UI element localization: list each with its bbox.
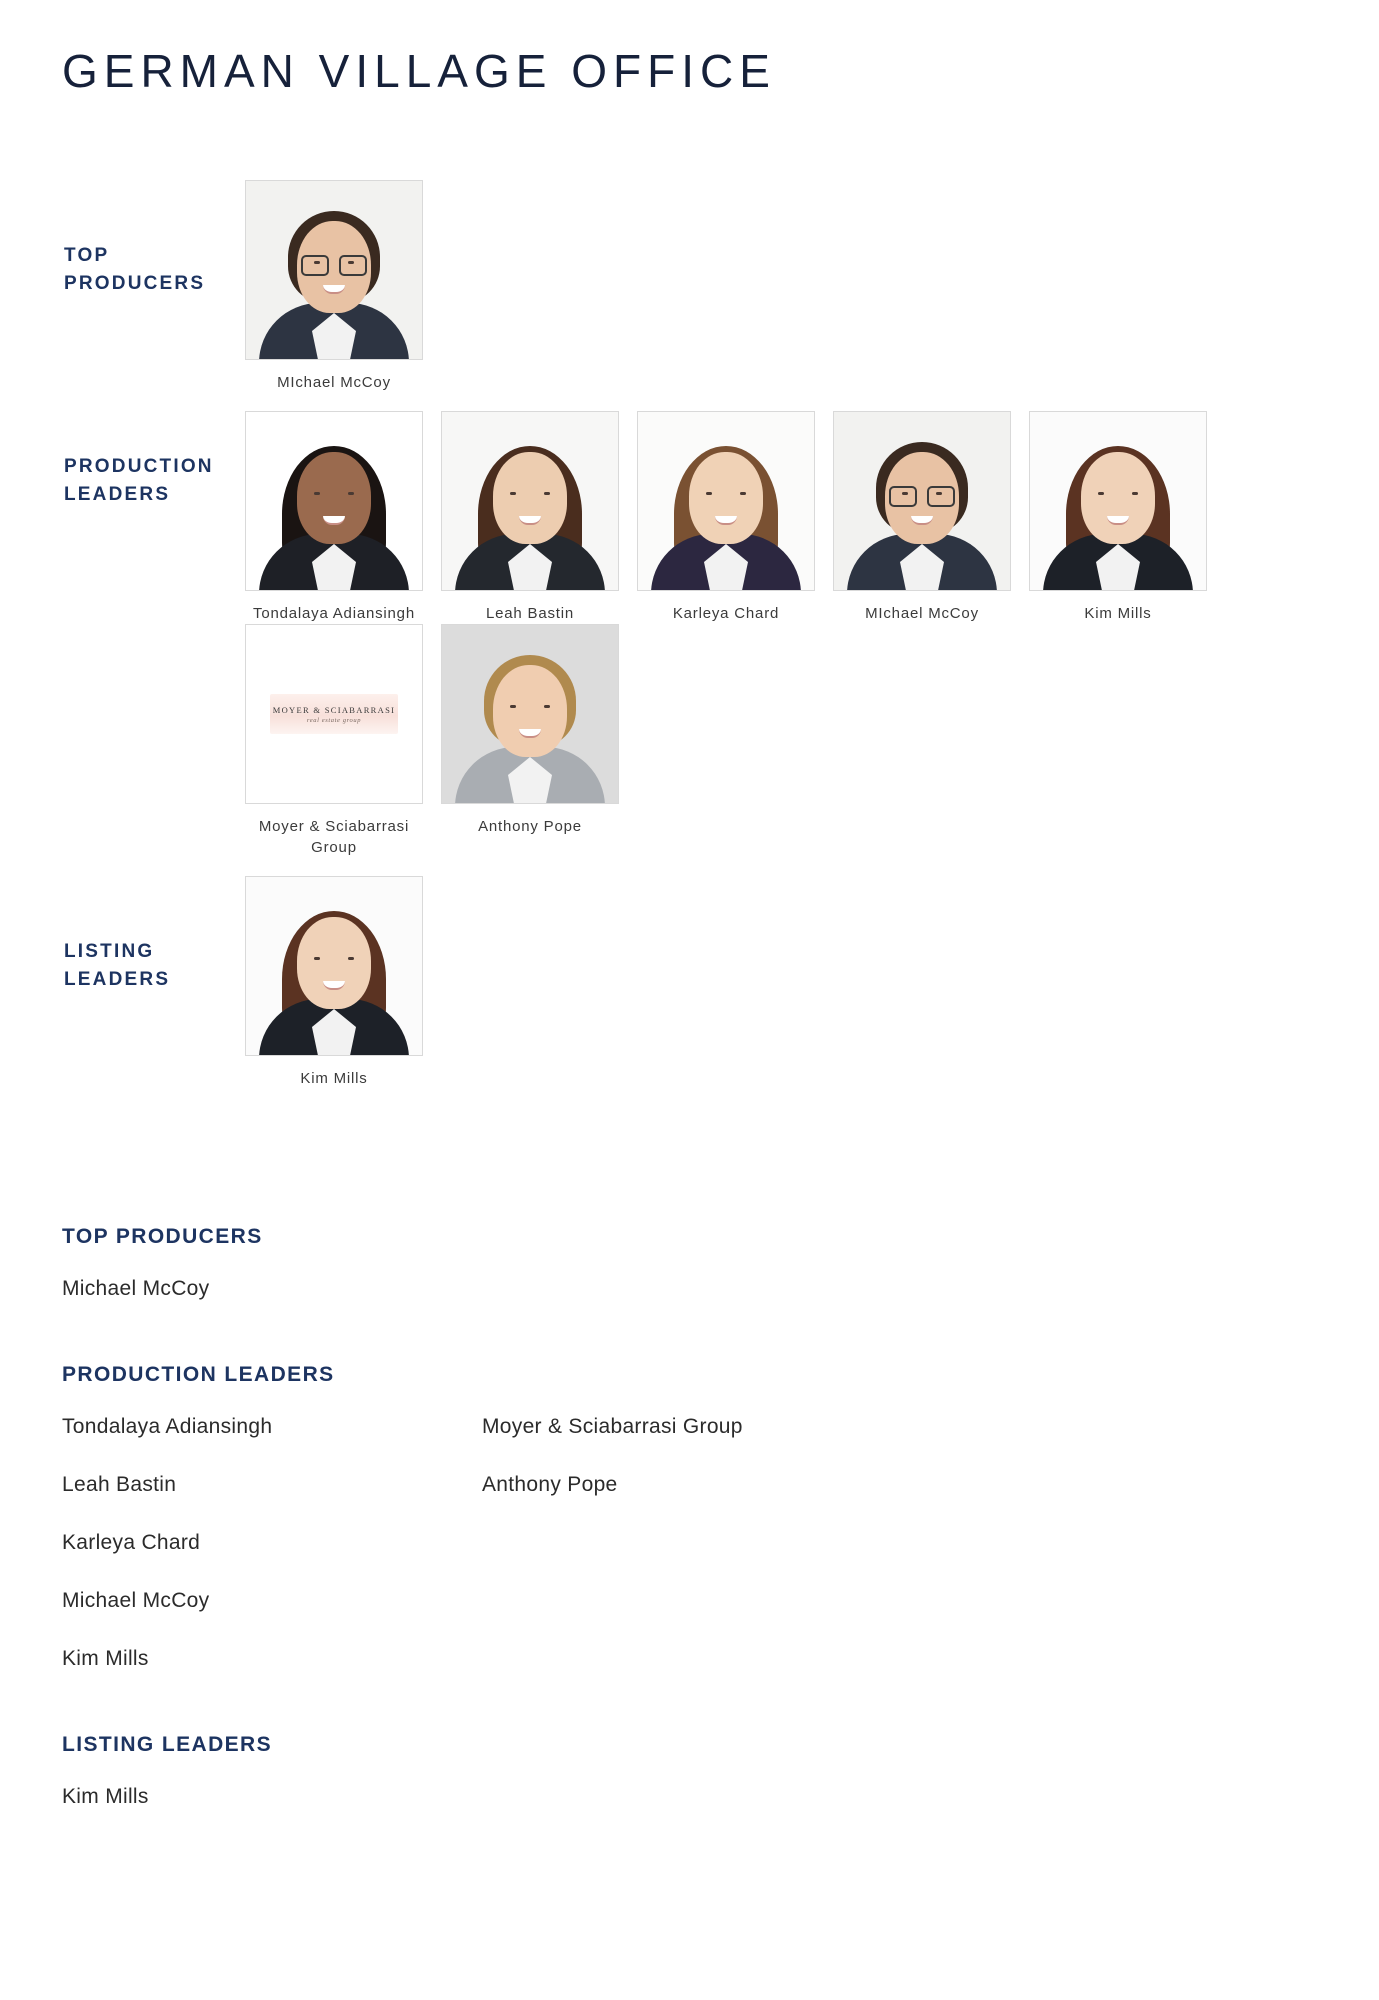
agent-card-caption: Leah Bastin (485, 605, 575, 622)
agent-photo (245, 411, 423, 591)
agent-card[interactable] (245, 411, 423, 624)
listing-name: Leah Bastin (62, 1473, 177, 1496)
board-row-label: PRODUCTION LEADERS (64, 456, 214, 505)
agent-photo (833, 411, 1011, 591)
listing-name-column (482, 1413, 902, 1703)
board-row (0, 876, 1379, 1089)
listing-name: Kim Mills (62, 1785, 149, 1808)
agent-photo (245, 180, 423, 360)
listing-section (62, 1225, 1162, 1333)
board-row-label: LISTING LEADERS (64, 941, 171, 990)
agent-card[interactable] (245, 180, 423, 393)
agent-photo (441, 411, 619, 591)
agent-card[interactable] (245, 624, 423, 858)
agent-photo (1029, 411, 1207, 591)
agent-card[interactable] (833, 411, 1011, 624)
listing-section-heading: LISTING LEADERS (62, 1733, 273, 1756)
listing-section (62, 1733, 1162, 1841)
listing-name: Moyer & Sciabarrasi Group (482, 1415, 743, 1438)
listing-name: Anthony Pope (482, 1473, 618, 1496)
board-row (0, 411, 1379, 858)
listing-name: Tondalaya Adiansingh (62, 1415, 273, 1438)
agent-card-caption: Moyer & Sciabarrasi Group (258, 818, 410, 856)
board-card-group (245, 411, 1265, 858)
agent-photo (441, 624, 619, 804)
board-row-label: TOP PRODUCERS (64, 245, 206, 294)
agent-photo (245, 876, 423, 1056)
listing-name-columns (62, 1783, 1162, 1841)
listing-name-columns (62, 1275, 1162, 1333)
agent-card[interactable] (245, 876, 423, 1089)
board-card-group (245, 180, 441, 393)
board-card-group (245, 876, 441, 1089)
agent-card[interactable] (637, 411, 815, 624)
board-row (0, 180, 1379, 393)
group-logo: MOYER & SCIABARRASI real estate group (245, 624, 423, 804)
awards-board (0, 180, 1379, 1089)
listing-name: Michael McCoy (62, 1589, 210, 1612)
agent-card[interactable] (441, 624, 619, 858)
awards-text-listing (62, 1225, 1162, 1871)
agent-card-caption: Tondalaya Adiansingh (253, 605, 415, 622)
listing-name-column (62, 1413, 482, 1703)
agent-card-caption: Karleya Chard (672, 605, 780, 622)
listing-name: Kim Mills (62, 1647, 149, 1670)
agent-card[interactable] (441, 411, 619, 624)
listing-name: Michael McCoy (62, 1277, 210, 1300)
agent-card[interactable] (1029, 411, 1207, 624)
agent-card-caption: Kim Mills (1084, 605, 1152, 622)
listing-name-columns (62, 1413, 1162, 1703)
listing-name: Karleya Chard (62, 1531, 201, 1554)
agent-card-caption: Kim Mills (300, 1070, 368, 1087)
agent-card-caption: Anthony Pope (478, 818, 582, 835)
listing-section-heading: TOP PRODUCERS (62, 1225, 263, 1248)
listing-section-heading: PRODUCTION LEADERS (62, 1363, 335, 1386)
agent-card-caption: MIchael McCoy (277, 374, 391, 391)
agent-card-caption: MIchael McCoy (865, 605, 979, 622)
listing-name-column (62, 1783, 482, 1841)
agent-photo (637, 411, 815, 591)
listing-section (62, 1363, 1162, 1703)
page-title: GERMAN VILLAGE OFFICE (62, 45, 776, 97)
listing-name-column (62, 1275, 482, 1333)
